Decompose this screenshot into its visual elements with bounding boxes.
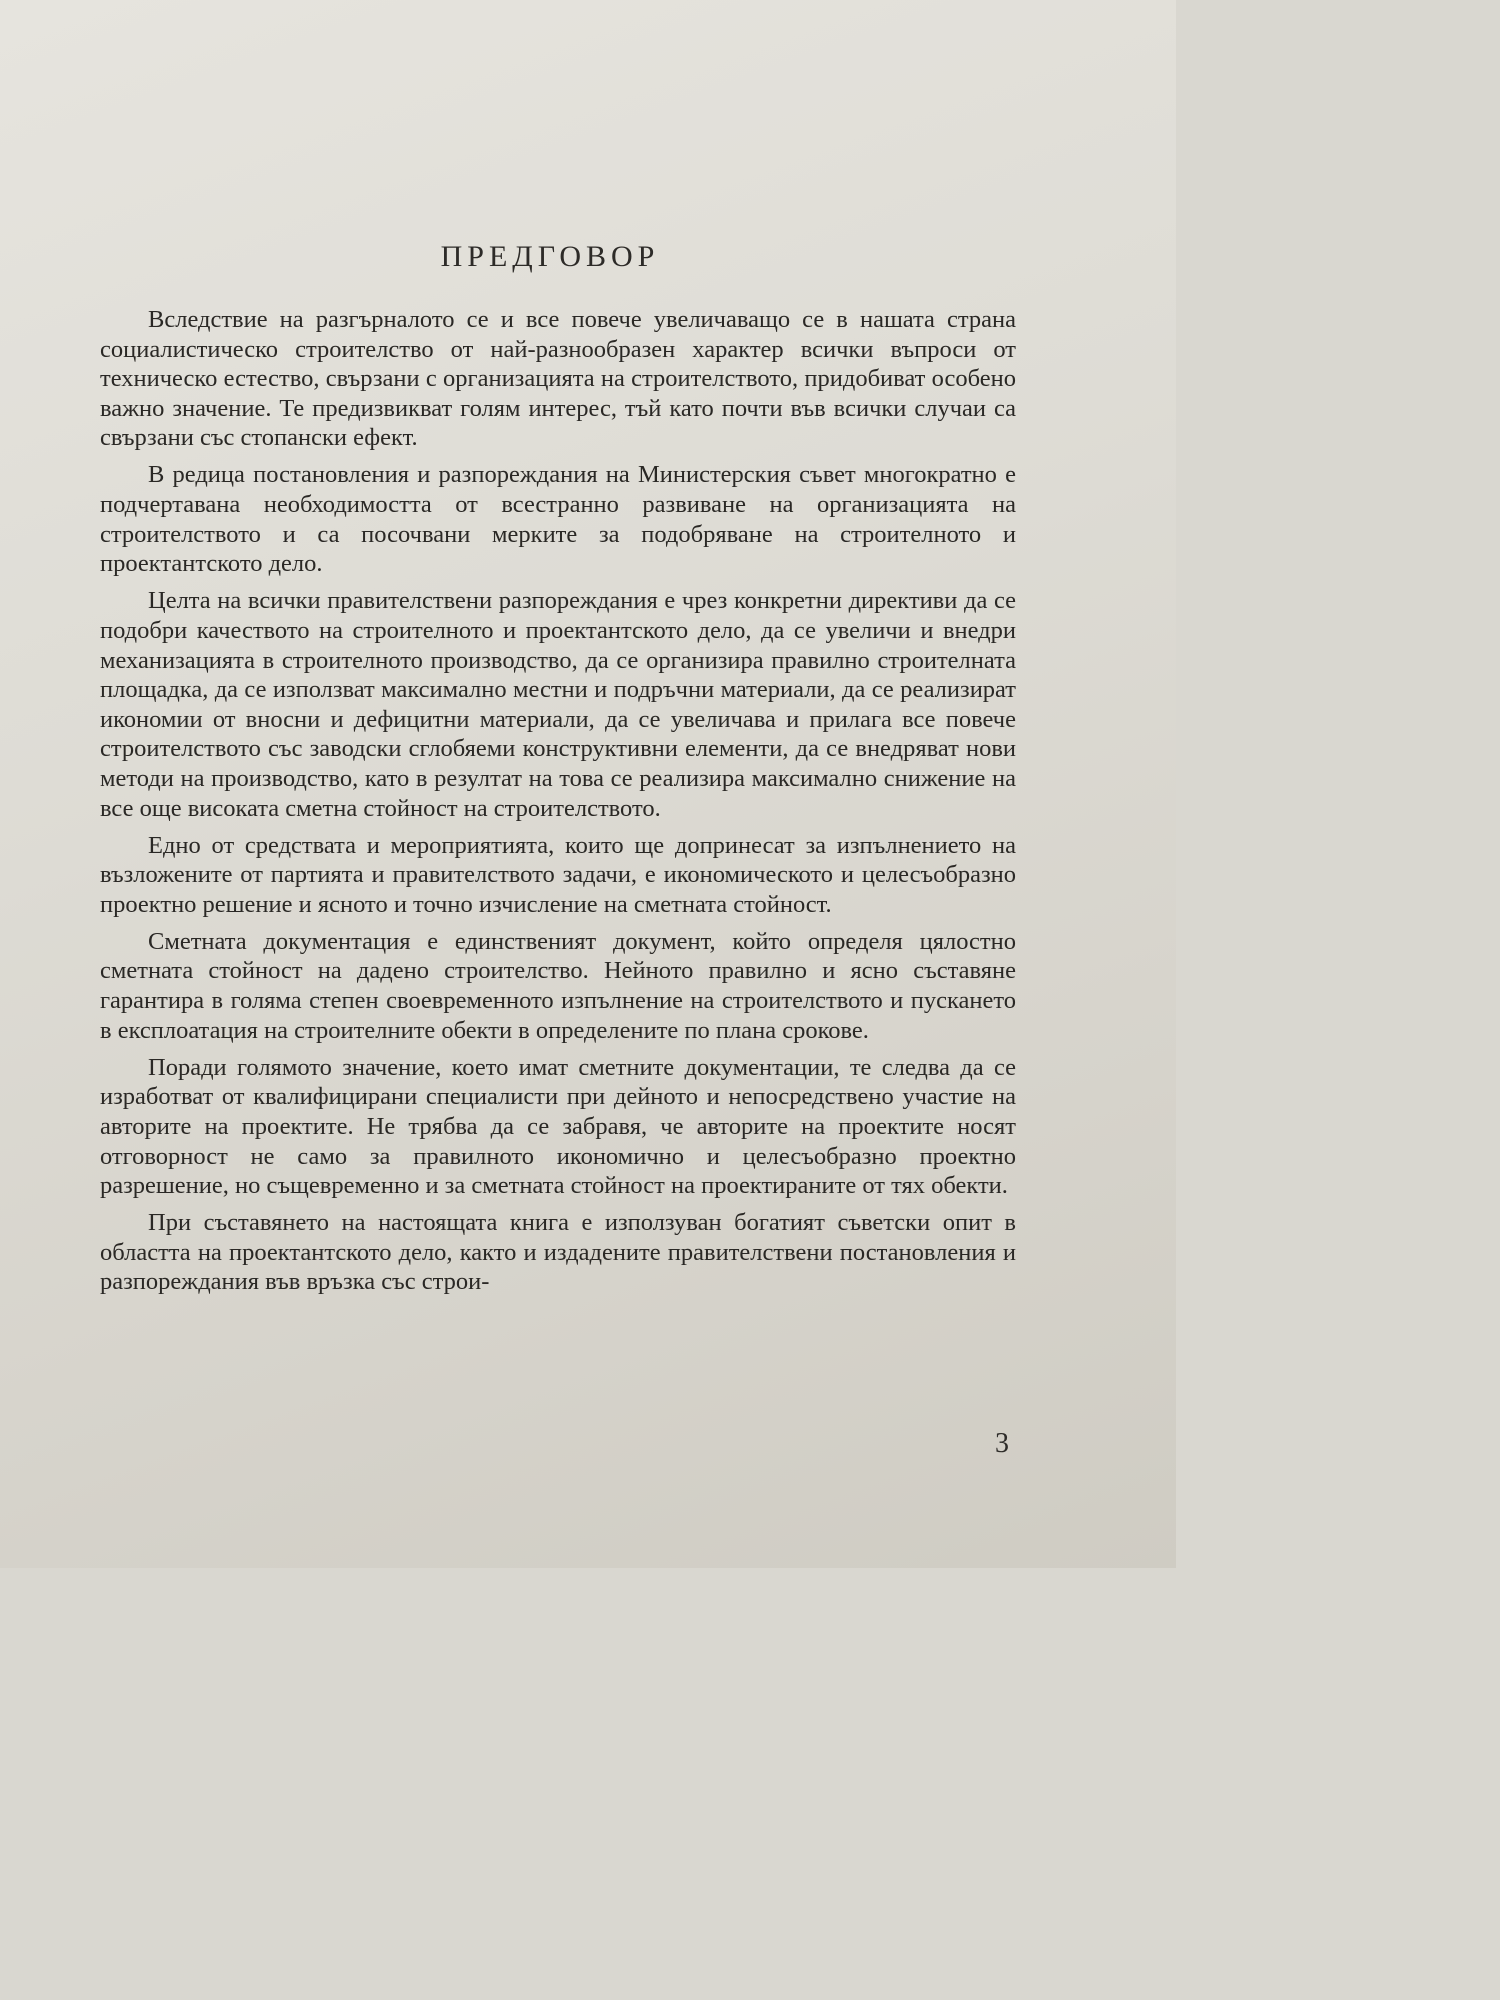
paragraph: Поради голямото значение, което имат сметните документации, те следва да се изработват от квалифицирани специалисти при дейното и непосредствено участие на авторите на проектите. Не трябва да се забравя, че авторите на проектите носят отговорност не само за правилното икономично и целесъобразно проектно разрешение, но същевременно и за сметната стойност на проектираните от тях обекти.	[100, 1053, 1016, 1200]
paragraph: Вследствие на разгърналото се и все повече увеличаващо се в нашата страна социалистическо строителство от най-разнообразен характер всички въпроси от техническо естество, свързани с организацията на строителството, придобиват особено важно значение. Те предизвикват голям интерес, тъй като почти във всички случаи са свързани със стопански ефект.	[100, 306, 1016, 452]
paragraph: В редица постановления и разпореждания на Министерския съвет многократно е подчертавана необходимостта от всестранно развиване на организацията на строителството и са посочвани мерките за подобряване на строителното и проектантското дело.	[100, 461, 1016, 578]
paragraph: Сметната документация е единственият документ, който определя цялостно сметната стойност на дадено строителство. Нейното правилно и ясно съставяне гарантира в голяма степен своевременното изпълнение на строителството и пускането в експлоатация на строителните обекти в определените по плана срокове.	[100, 927, 1016, 1044]
body-text	[100, 305, 1016, 1305]
page-number: 3	[995, 1428, 1009, 1459]
page-title: ПРЕДГОВОР	[440, 240, 660, 273]
paragraph: Едно от средствата и мероприятията, които ще допринесат за изпълнението на възложените от партията и правителството задачи, е икономическото и целесъобразно проектно решение и ясното и точно изчисление на сметната стойност.	[100, 831, 1016, 918]
paragraph: При съставянето на настоящата книга е използуван богатият съветски опит в областта на проектантското дело, както и издадените правителствени постановления и разпореждания във връзка със строи-	[100, 1209, 1016, 1296]
paragraph: Целта на всички правителствени разпореждания е чрез конкретни директиви да се подобри качеството на строителното и проектантското дело, да се увеличи и внедри механизацията в строителното производство, да се организира правилно строителната площадка, да се използват максимално местни и подръчни материали, да се реализират икономии от вносни и дефицитни материали, да се увеличава и прилага все повече строителството със заводски сглобяеми конструктивни елементи, да се внедряват нови методи на производство, като в резултат на това се реализира максимално снижение на все още високата сметна стойност на строителството.	[100, 587, 1016, 822]
